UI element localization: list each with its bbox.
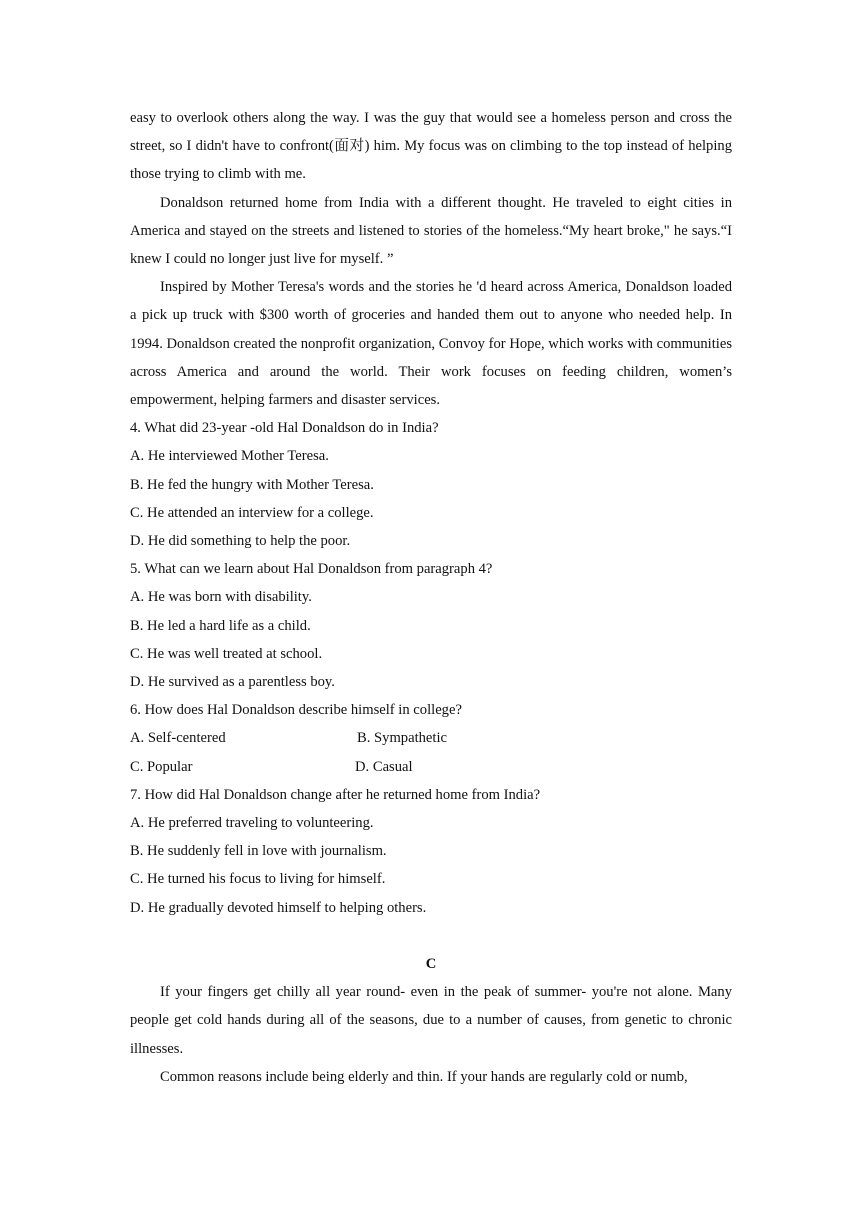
question-6-option-c: C. Popular	[130, 758, 193, 775]
question-5	[130, 555, 732, 696]
question-7-option-d: D. He gradually devoted himself to helping others.	[130, 899, 427, 916]
question-5-stem: 5. What can we learn about Hal Donaldson from paragraph 4?	[130, 561, 493, 578]
document-page	[130, 104, 732, 1091]
question-5-option-c: C. He was well treated at school.	[130, 645, 323, 662]
question-5-option-a: A. He was born with disability.	[130, 589, 312, 606]
question-4	[130, 414, 732, 555]
question-6-option-a: A. Self-centered	[130, 730, 226, 747]
question-6-option-b: B. Sympathetic	[357, 730, 447, 747]
passage-c-heading: C	[425, 956, 437, 973]
question-6-options-row-1	[130, 724, 732, 752]
question-6-options-row-2	[130, 753, 732, 781]
question-6-option-d: D. Casual	[355, 758, 413, 775]
question-6	[130, 696, 732, 781]
passage-c-paragraph-1: If your fingers get chilly all year round- even in the peak of summer- you're not alone. Many people get cold hands during all of the seasons, due to a number of causes, from genetic to chronic illnesses.	[130, 984, 732, 1057]
question-4-option-b: B. He fed the hungry with Mother Teresa.	[130, 476, 374, 493]
question-5-option-b: B. He led a hard life as a child.	[130, 617, 311, 634]
passage-b-paragraph-returned: Donaldson returned home from India with a different thought. He traveled to eight cities in America and stayed on the streets and listened to stories of the homeless.“My heart broke," he says.“I knew I could no longer just live for myself. ”	[130, 194, 732, 268]
question-5-option-d: D. He survived as a parentless boy.	[130, 674, 335, 691]
passage-b-paragraph-inspired: Inspired by Mother Teresa's words and the stories he 'd heard across America, Donaldson loaded a pick up truck with $300 worth of groceries and handed them out to anyone who needed help. In 1994. Donaldson created the nonprofit organization, Convoy for Hope, which works with communities across America and around the world. Their work focuses on feeding children, women’s empowerment, helping farmers and disaster services.	[130, 279, 732, 409]
question-4-option-a: A. He interviewed Mother Teresa.	[130, 448, 329, 465]
question-4-option-c: C. He attended an interview for a college.	[130, 504, 374, 521]
question-7-stem: 7. How did Hal Donaldson change after he returned home from India?	[130, 786, 541, 803]
question-4-option-d: D. He did something to help the poor.	[130, 533, 351, 550]
passage-b-paragraph-continued: easy to overlook others along the way. I was the guy that would see a homeless person and cross the street, so I didn't have to confront(面对) him. My focus was on climbing to the top instead of helping those trying to climb with me.	[130, 110, 732, 183]
question-7	[130, 781, 732, 922]
question-7-option-a: A. He preferred traveling to volunteering.	[130, 815, 374, 832]
question-7-option-b: B. He suddenly fell in love with journalism.	[130, 843, 387, 860]
question-4-stem: 4. What did 23-year -old Hal Donaldson do in India?	[130, 420, 439, 437]
question-7-option-c: C. He turned his focus to living for himself.	[130, 871, 386, 888]
passage-c-paragraph-2: Common reasons include being elderly and thin. If your hands are regularly cold or numb,	[160, 1068, 688, 1085]
question-6-stem: 6. How does Hal Donaldson describe himself in college?	[130, 702, 462, 719]
